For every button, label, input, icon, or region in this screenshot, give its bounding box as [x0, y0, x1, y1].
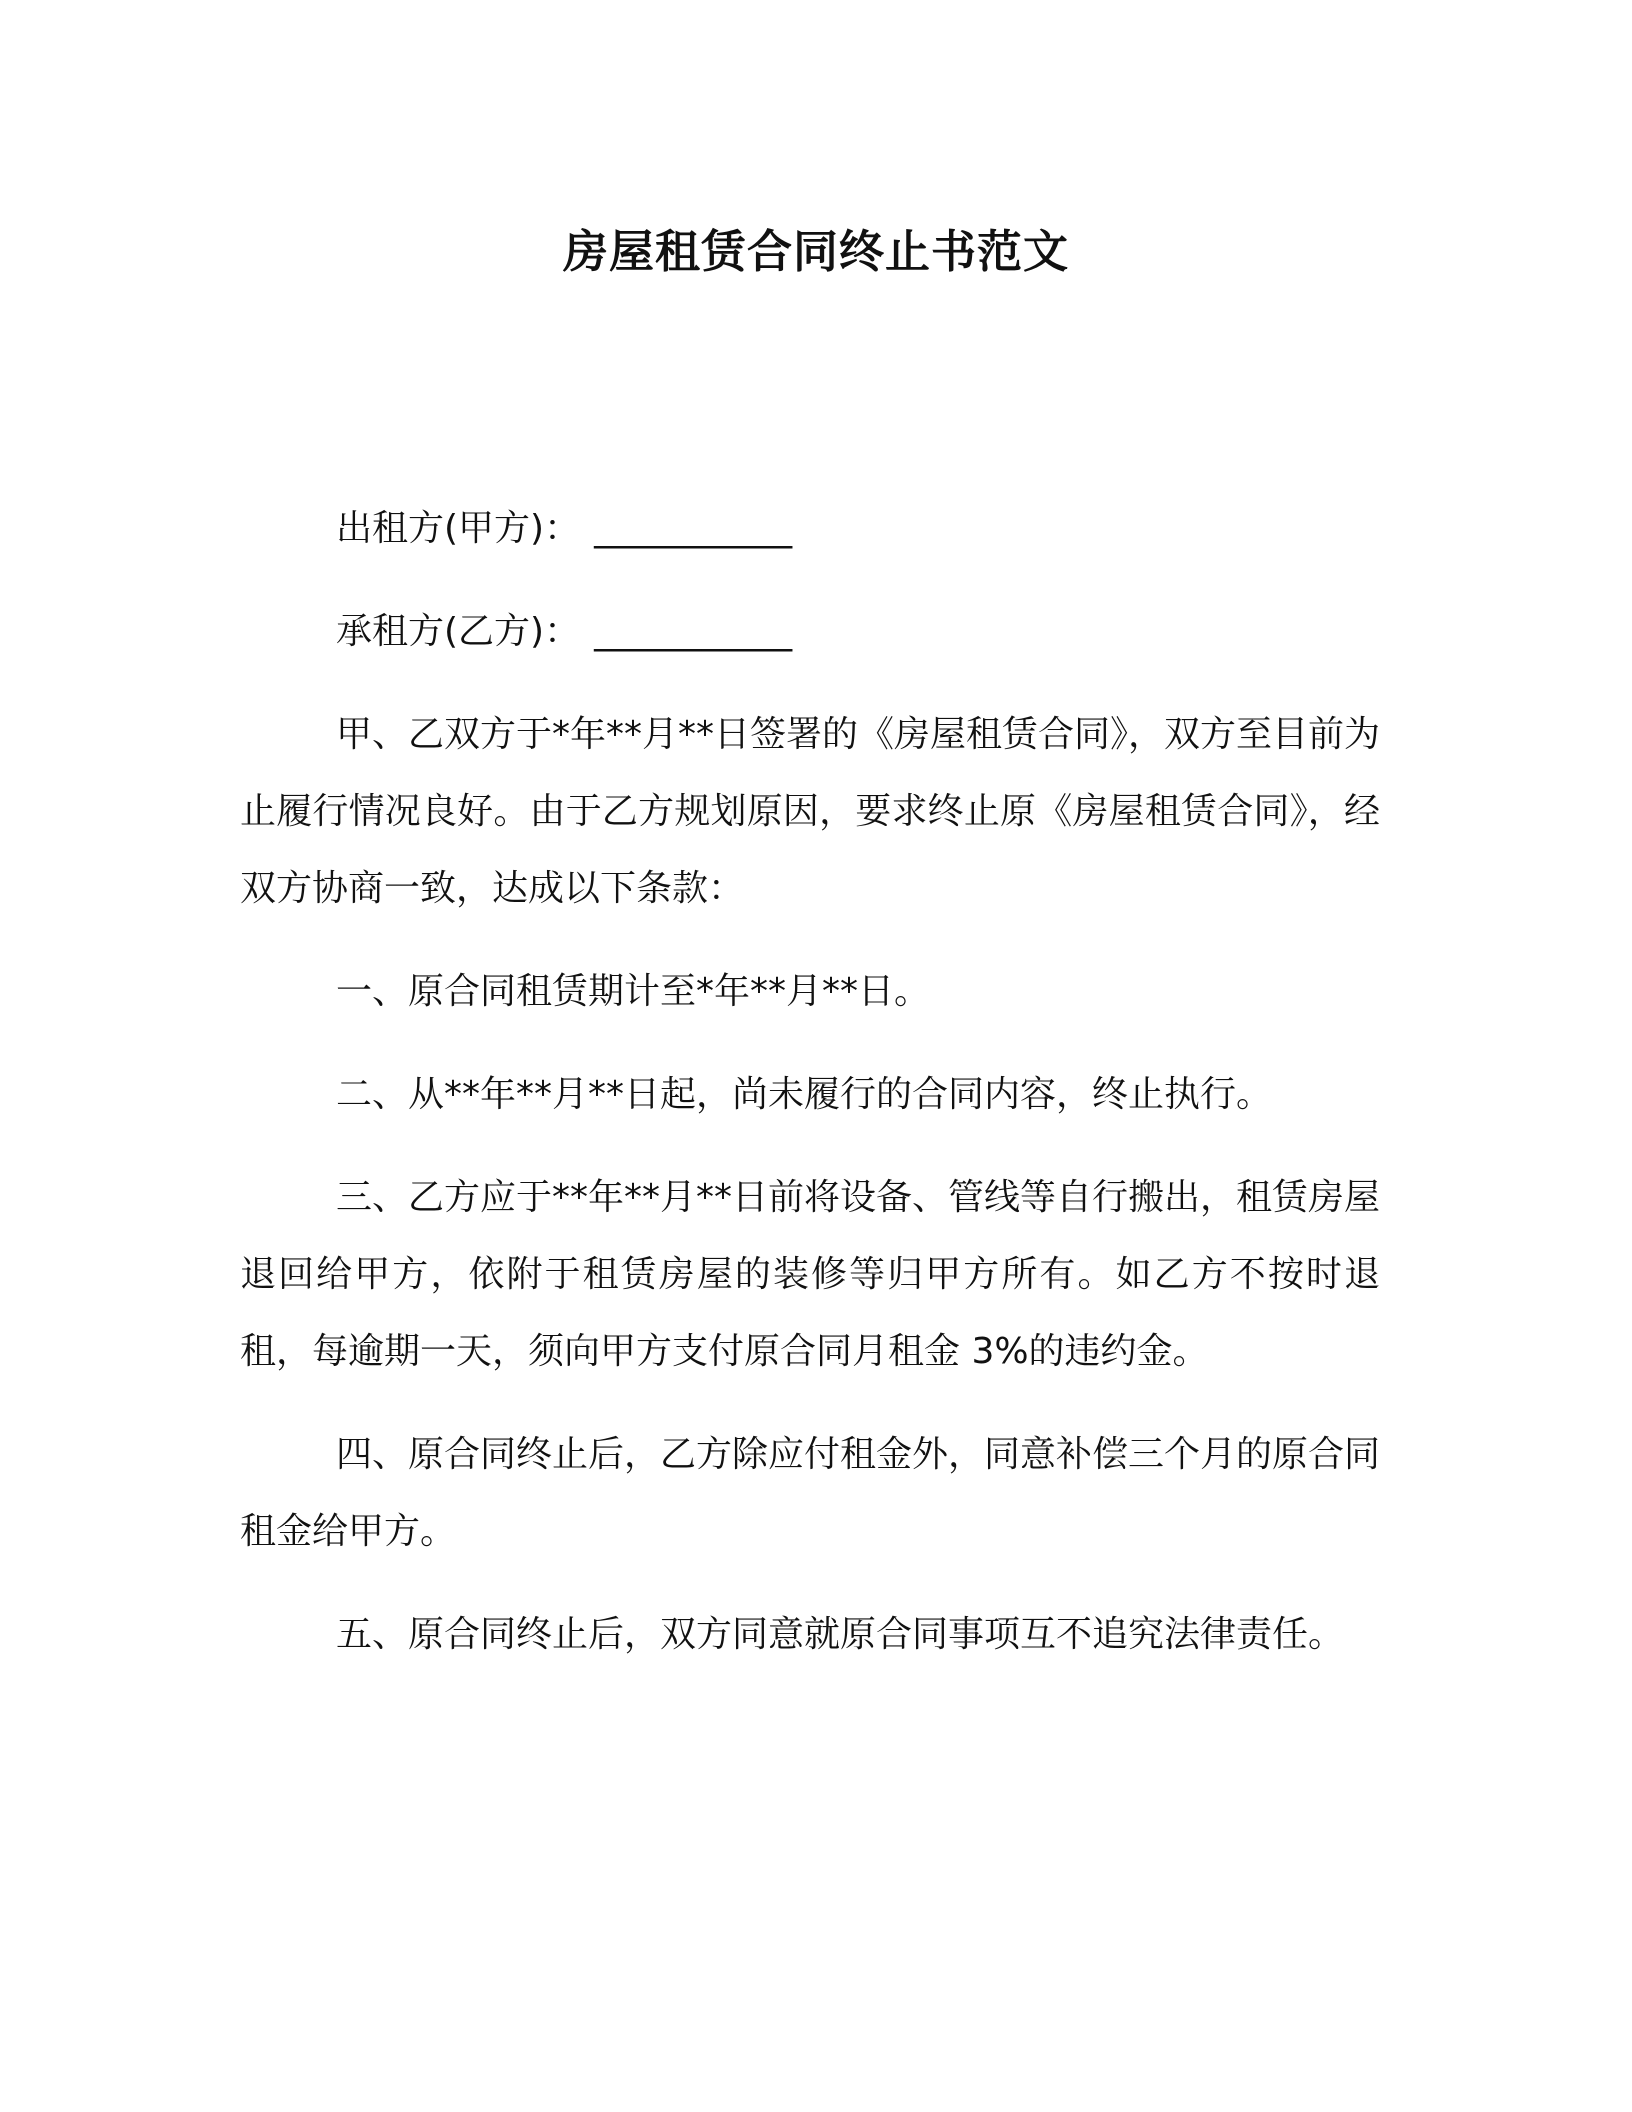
intro-paragraph: 甲、乙双方于*年**月**日签署的《房屋租赁合同》，双方至目前为止履行情况良好。由于乙方规划原因，要求终止原《房屋租赁合同》，经双方协商一致，达成以下条款：	[240, 714, 1381, 909]
lessor-field	[240, 490, 1380, 567]
lessor-blank: ___________	[594, 508, 793, 549]
clause-3: 三、乙方应于**年**月**日前将设备、管线等自行搬出，租赁房屋退回给甲方，依附于租赁房屋的装修等归甲方所有。如乙方不按时退租，每逾期一天，须向甲方支付原合同月租金 3%的违约金。	[240, 1177, 1381, 1372]
clause-5: 五、原合同终止后，双方同意就原合同事项互不追究法律责任。	[336, 1614, 1345, 1655]
document-body	[240, 490, 1380, 1699]
lessee-field	[240, 593, 1380, 670]
clause-2: 二、从**年**月**日起，尚未履行的合同内容，终止执行。	[336, 1074, 1273, 1115]
clause-1: 一、原合同租赁期计至*年**月**日。	[336, 971, 931, 1012]
lessee-label: 承租方(乙方)：	[336, 611, 581, 652]
lessee-blank: ___________	[594, 611, 793, 652]
clause-4: 四、原合同终止后，乙方除应付租金外，同意补偿三个月的原合同租金给甲方。	[240, 1434, 1381, 1552]
document-title: 房屋租赁合同终止书范文	[562, 225, 1069, 278]
lessor-label: 出租方(甲方)：	[336, 508, 581, 549]
